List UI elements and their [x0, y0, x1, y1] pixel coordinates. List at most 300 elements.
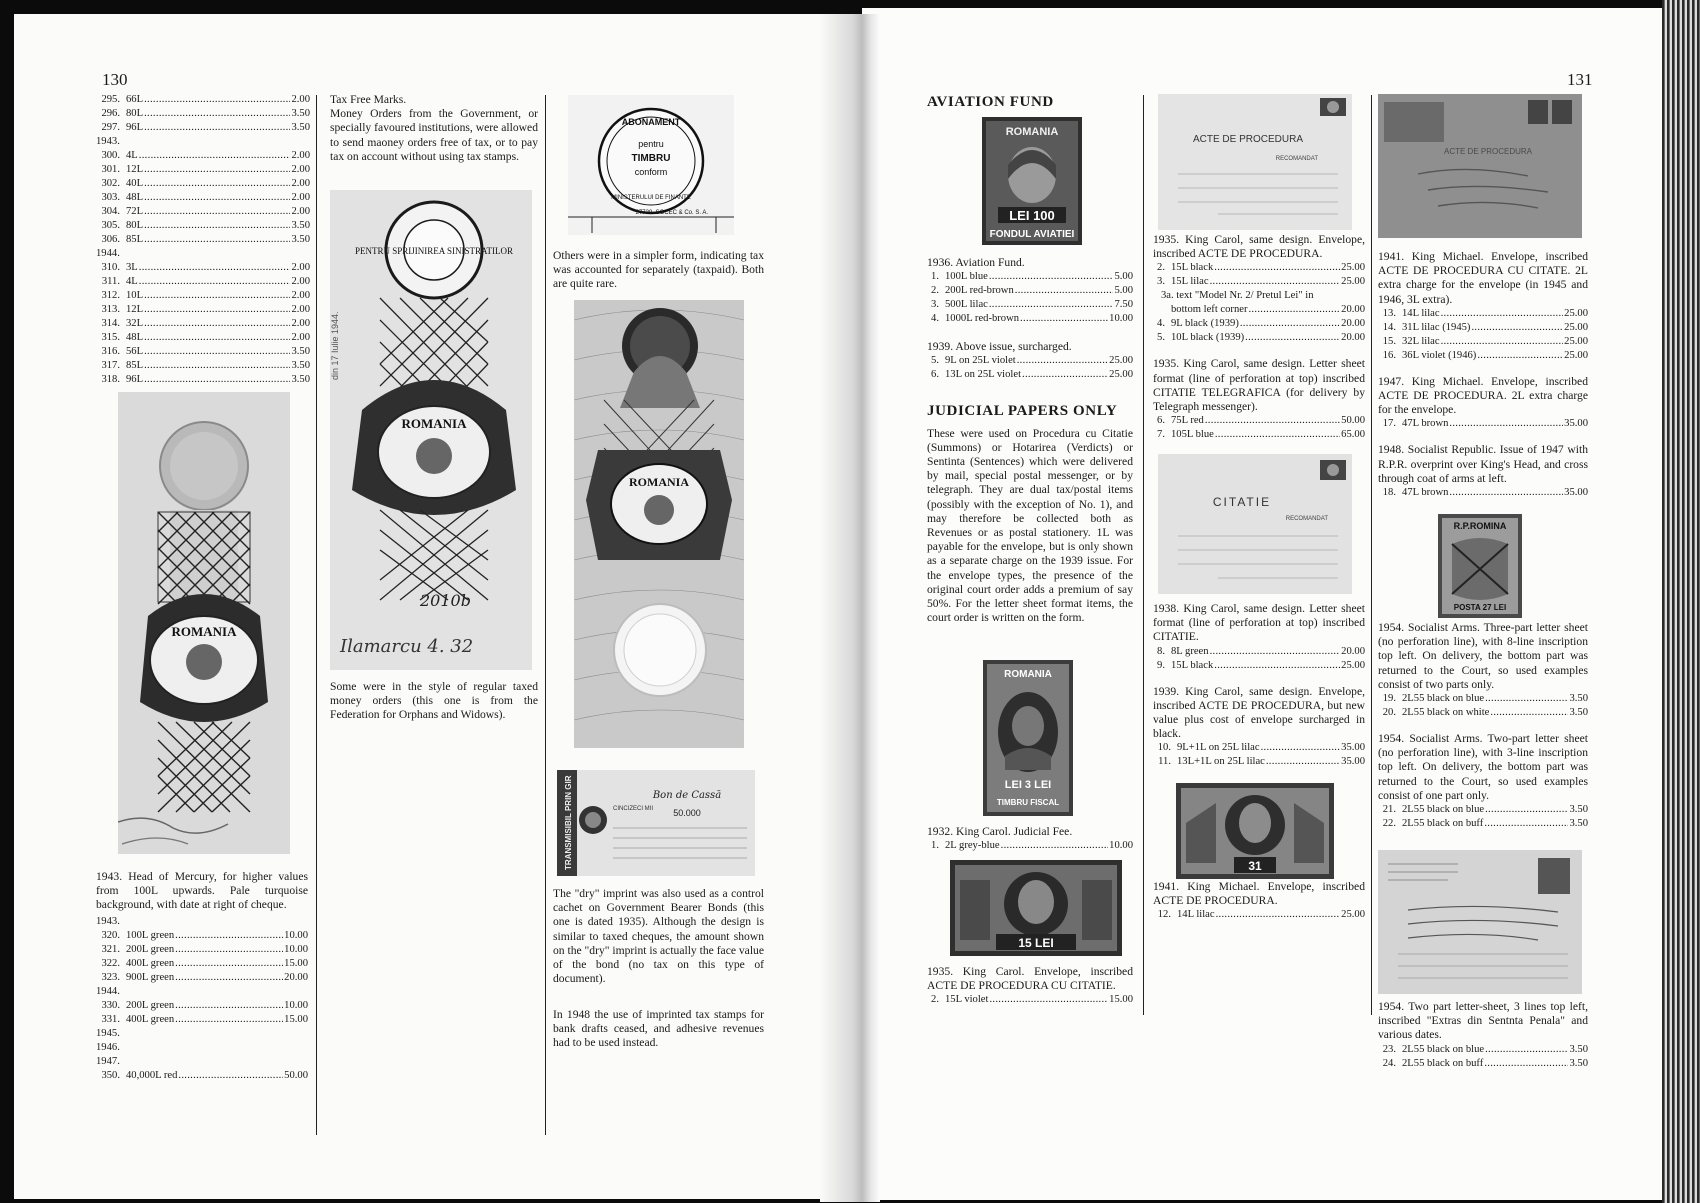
- abonament-roundel-image: [568, 95, 734, 235]
- entry-number: 322.: [101, 958, 120, 969]
- leader-dots: [1266, 755, 1340, 769]
- form-recomandat: RECOMANDAT: [1275, 156, 1318, 162]
- michael-1947-caption: 1947. King Michael. Envelope, inscribed ACTE DE PROCEDURA. 2L extra charge for the envelope.: [1378, 374, 1588, 417]
- leader-dots: [1261, 741, 1341, 755]
- catalogue-entry: [96, 999, 308, 1013]
- entry-price: 25.00: [1564, 335, 1588, 347]
- catalogue-entry: [96, 191, 310, 205]
- entry-description: 4L: [126, 150, 138, 161]
- entry-price: 10.00: [1109, 840, 1133, 852]
- entry-number: 331.: [101, 1014, 120, 1025]
- judicial-heading: JUDICIAL PAPERS ONLY: [927, 403, 1118, 420]
- entry-price: 3.50: [291, 108, 310, 119]
- catalogue-entry: [1378, 1057, 1588, 1071]
- right-col2-part1: [1153, 233, 1365, 442]
- entry-description: 900L green: [126, 972, 175, 983]
- catalogue-list: [1378, 803, 1588, 831]
- leader-dots: [1240, 317, 1340, 331]
- entry-number: 4.: [1157, 318, 1165, 330]
- entry-description: 10L: [126, 290, 144, 301]
- right-col2-part3: [1153, 880, 1365, 922]
- entry-price: 10.00: [1109, 313, 1133, 325]
- entry-price: 2.00: [291, 178, 310, 189]
- entry-description: 36L violet (1946): [1402, 349, 1477, 361]
- entry-price: 25.00: [1109, 355, 1133, 367]
- leader-dots: [144, 345, 290, 359]
- bond-caption: The "dry" imprint was also used as a control cachet on Government Bearer Bonds (this one is dated 1935). Although the design is similar to taxed cheques, the amount shown on the "dry" imprint is actually the face value of the bond (no tax on this type of document).: [553, 887, 764, 986]
- year-heading: 1947.: [96, 1056, 120, 1067]
- entry-description: 400L green: [126, 958, 175, 969]
- leader-dots: [1020, 312, 1108, 326]
- surcharge-caption: 1939. Above issue, surcharged.: [927, 340, 1072, 354]
- entry-description: 47L brown: [1402, 418, 1449, 430]
- entry-number: 303.: [101, 192, 120, 203]
- king-carol-15-lei-stamp: [950, 860, 1122, 956]
- entry-price: 3.50: [1569, 693, 1588, 705]
- extras-caption: 1954. Two part letter-sheet, 3 lines top left, inscribed "Extras din Sentnta Penala" and various dates.: [1378, 1000, 1588, 1042]
- left-col1-list2: [96, 915, 308, 1083]
- catalogue-entry: [96, 303, 310, 317]
- money-order-caption: Some were in the style of regular taxed money orders (this one is from the Federation for Orphans and Widows).: [330, 680, 538, 722]
- catalogue-entry: [96, 971, 308, 985]
- entry-price: 2.00: [291, 276, 310, 287]
- entry-price: 2.00: [291, 262, 310, 273]
- year-heading: 1944.: [96, 986, 120, 997]
- entry-description: 15L violet: [945, 994, 989, 1006]
- entry-description: 105L blue: [1171, 429, 1214, 441]
- entry-number: 320.: [101, 930, 120, 941]
- catalogue-entry: [96, 373, 310, 387]
- leader-dots: [1471, 321, 1563, 335]
- entry-description: 200L green: [126, 944, 175, 955]
- catalogue-list: [96, 915, 308, 1083]
- page-number-left: 130: [102, 70, 128, 89]
- catalogue-entry: [96, 275, 310, 289]
- entry-price: 3.50: [291, 234, 310, 245]
- catalogue-entry: [96, 289, 310, 303]
- catalogue-entry: [927, 312, 1133, 326]
- catalogue-entry: [1378, 349, 1588, 363]
- entry-description: 2L grey-blue: [945, 840, 1000, 852]
- catalogue-entry: [96, 205, 310, 219]
- aviation-caption: 1936. Aviation Fund.: [927, 256, 1025, 269]
- entry-description: 66L: [126, 94, 144, 105]
- right-col1: [927, 95, 1137, 109]
- leader-dots: [989, 270, 1114, 284]
- bond-side-text: TRANSMISIBIL PRIN GIR: [564, 775, 573, 870]
- right-col3: [1378, 250, 1588, 500]
- entry-description: 15L lilac: [1171, 276, 1209, 288]
- entry-number: 13.: [1382, 307, 1396, 319]
- catalogue-entry: [1153, 275, 1365, 289]
- leader-dots: [1441, 307, 1564, 321]
- catalogue-entry: [1378, 692, 1588, 706]
- entry-number: 10.: [1157, 742, 1171, 754]
- catalogue-entry: [1378, 1043, 1588, 1057]
- catalogue-list: [927, 354, 1133, 382]
- entry-price: 65.00: [1341, 429, 1365, 441]
- entry-price: 2.00: [291, 290, 310, 301]
- entry-description: 75L red: [1171, 415, 1204, 427]
- michael-stamp-value: 31: [1248, 859, 1262, 873]
- leader-dots: [989, 298, 1114, 312]
- citatie-letter-sheet: [1158, 454, 1352, 594]
- leader-dots: [144, 191, 290, 205]
- entry-number: 301.: [101, 164, 120, 175]
- catalogue-entry: [1153, 331, 1365, 345]
- catalogue-entry: [96, 943, 308, 957]
- year-heading: 1943.: [96, 916, 120, 927]
- entry-description: 100L green: [126, 930, 175, 941]
- leader-dots: [139, 275, 291, 289]
- entry-description: 2L55 black on blue: [1402, 804, 1485, 816]
- entry-number: 321.: [101, 944, 120, 955]
- handwriting-2: Ilamarcu 4. 32: [340, 636, 474, 657]
- entry-number: 302.: [101, 178, 120, 189]
- bond-title: Bon de Cassă: [652, 790, 722, 801]
- leader-dots: [1484, 1057, 1568, 1071]
- imprinted-stamps-caption: In 1948 the use of imprinted tax stamps for bank drafts ceased, and adhesive revenues had to be used instead.: [553, 1008, 764, 1050]
- entry-description: 56L: [126, 346, 144, 357]
- entry-number: 311.: [101, 276, 120, 287]
- leader-dots: [175, 943, 283, 957]
- entry-description: 14L lilac: [1177, 909, 1215, 921]
- entry-description: 48L: [126, 332, 144, 343]
- catalogue-entry: [927, 354, 1133, 368]
- entry-description: 12L: [126, 164, 144, 175]
- catalogue-entry: [96, 233, 310, 247]
- entry-price: 10.00: [284, 930, 308, 941]
- entry-description: 10L black (1939): [1171, 332, 1245, 344]
- catalogue-list: [927, 270, 1133, 326]
- catalogue-entry: [96, 177, 310, 191]
- fiscal-stamp-bottom: TIMBRU FISCAL: [996, 798, 1060, 807]
- catalogue-entry: [927, 993, 1133, 1007]
- page-edges: [1662, 0, 1700, 1203]
- entry-description: 85L: [126, 360, 144, 371]
- catalogue-list: [1153, 741, 1365, 769]
- tax-free-title: Tax Free Marks.: [330, 93, 407, 106]
- entry-price: 20.00: [1341, 332, 1365, 344]
- entry-price: 25.00: [1341, 909, 1365, 921]
- acte-de-procedura-envelope: [1158, 94, 1352, 230]
- leader-dots: [1490, 706, 1568, 720]
- entry-description: 40,000L red: [126, 1070, 178, 1081]
- column-rule: [545, 95, 546, 1135]
- entry-number: 16.: [1382, 349, 1396, 361]
- entry-number: 20.: [1382, 707, 1396, 719]
- entry-description: 400L green: [126, 1014, 175, 1025]
- leader-dots: [144, 205, 290, 219]
- socialist-1948-caption: 1948. Socialist Republic. Issue of 1947 with R.P.R. overprint over King's Head, and cross through coat of arms at left.: [1378, 443, 1588, 485]
- fiscal-stamp-value: LEI 3 LEI: [1004, 779, 1052, 791]
- entry-description: 13L+1L on 25L lilac: [1177, 756, 1265, 768]
- catalogue-entry: [96, 219, 310, 233]
- entry-price: 25.00: [1109, 369, 1133, 381]
- catalogue-entry: [1378, 335, 1588, 349]
- right-col3-part2: [1378, 621, 1588, 831]
- catalogue-list: [1153, 261, 1365, 345]
- entry-description: 14L lilac: [1402, 307, 1440, 319]
- entry-number: 316.: [101, 346, 120, 357]
- entry-number: 24.: [1382, 1057, 1396, 1069]
- king-michael-stamp: [1176, 783, 1334, 879]
- entry-number: 5.: [1157, 332, 1165, 344]
- leader-dots: [175, 957, 283, 971]
- entry-price: 25.00: [1564, 307, 1588, 319]
- entry-number: 14.: [1382, 321, 1396, 333]
- leader-dots: [144, 331, 290, 345]
- entry-number: 3.: [1157, 276, 1165, 288]
- entry-number: 4.: [931, 313, 939, 325]
- catalogue-entry: [96, 107, 310, 121]
- aviation-stamp-bottom: FONDUL AVIATIEI: [989, 229, 1075, 240]
- entry-number: 23.: [1382, 1043, 1396, 1055]
- leader-dots: [144, 303, 290, 317]
- leader-dots: [1485, 692, 1568, 706]
- leader-dots: [1205, 414, 1340, 428]
- entry-description: 2L55 black on blue: [1402, 1043, 1485, 1055]
- entry-number: 17.: [1382, 418, 1396, 430]
- leader-dots: [144, 219, 290, 233]
- leader-dots: [139, 261, 291, 275]
- roundel-line-4: conform: [634, 167, 668, 177]
- catalogue-list: [1153, 908, 1365, 922]
- entry-description: 500L lilac: [945, 299, 988, 311]
- catalogue-list: [1378, 1043, 1588, 1071]
- catalogue-entry: [96, 929, 308, 943]
- catalogue-entry: [96, 345, 310, 359]
- entry-number: 306.: [101, 234, 120, 245]
- judicial-fee-section: [927, 825, 1133, 853]
- entry-description: 96L: [126, 374, 144, 385]
- book-gutter: [820, 14, 880, 1202]
- entry-number: 315.: [101, 332, 120, 343]
- catalogue-entry: [96, 317, 310, 331]
- entry-description: 8L green: [1171, 645, 1209, 657]
- acte-caption: 1935. King Carol, same design. Envelope, inscribed ACTE DE PROCEDURA.: [1153, 233, 1365, 261]
- catalogue-entry: [96, 149, 310, 163]
- entry-number: 2.: [931, 994, 939, 1006]
- leader-dots: [144, 93, 290, 107]
- column-rule: [1143, 95, 1144, 1015]
- leader-dots: [175, 971, 283, 985]
- judicial-fee-caption: 1932. King Carol. Judicial Fee.: [927, 825, 1073, 838]
- entry-price: 5.00: [1114, 271, 1133, 283]
- entry-number: 317.: [101, 360, 120, 371]
- money-order-side-text: PENTRU SPRIJINIREA SINISTRATILOR: [354, 246, 514, 256]
- entry-price: 2.00: [291, 206, 310, 217]
- entry-number: 297.: [101, 122, 120, 133]
- entry-price: 3.50: [1569, 1057, 1588, 1069]
- entry-price: 10.00: [284, 944, 308, 955]
- roundel-line-3: TIMBRU: [631, 153, 671, 164]
- column-rule: [1371, 95, 1372, 1015]
- catalogue-entry: [96, 331, 310, 345]
- aviation-stamp-value: LEI 100: [1009, 208, 1055, 223]
- entry-number: 21.: [1382, 804, 1396, 816]
- entry-description: 1000L red-brown: [945, 313, 1020, 325]
- catalogue-entry: [96, 163, 310, 177]
- leader-dots: [1210, 645, 1341, 659]
- catalogue-entry: [927, 298, 1133, 312]
- entry-price: 2.00: [291, 192, 310, 203]
- entry-price: 3.50: [1569, 1043, 1588, 1055]
- dry-imprint-cheque-image: [574, 300, 744, 748]
- bond-value: 50.000: [673, 808, 701, 818]
- right-col3-part3: [1378, 1000, 1588, 1071]
- catalogue-list: [1378, 307, 1588, 363]
- entry-number: 323.: [101, 972, 120, 983]
- leader-dots: [144, 163, 290, 177]
- socialist-two-part-caption: 1954. Socialist Arms. Two-part letter sheet (no perforation line), with 3-line inscription top left. On delivery, the bottom part was returned to the Court, so used examples consist of one part only.: [1378, 732, 1588, 802]
- entry-price: 25.00: [1564, 349, 1588, 361]
- money-order-date: din 17 Iulie 1944.: [330, 311, 340, 380]
- entry-price: 20.00: [1341, 645, 1365, 657]
- roundel-caption: Others were in a simpler form, indicating tax was accounted for separately (taxpaid). Both are quite rare.: [553, 249, 764, 291]
- entry-price: 2.00: [291, 318, 310, 329]
- entry-number: 296.: [101, 108, 120, 119]
- catalogue-entry: [927, 284, 1133, 298]
- michael-cu-citate-envelope: [1378, 94, 1582, 238]
- entry-description: 72L: [126, 206, 144, 217]
- fiscal-stamp-top: ROMANIA: [1004, 669, 1052, 680]
- catalogue-entry: [96, 957, 308, 971]
- catalogue-entry: [1378, 417, 1588, 431]
- leader-dots: [1214, 659, 1340, 673]
- fiscal-stamp: [983, 660, 1073, 816]
- judicial-text: These were used on Procedura cu Citatie (Summons) or Hotarirea (Verdicts) or Sentinta (Sentences) which were delivered by mail, special postal messenger, or by telegraph. They are dual tax/postal items (possibly with the exception of No. 1), and may therefore be collected both as Revenues or as postal stationery. 1L was payable for the envelope, but is only shown as a separate charge on the 1939 issue. For the envelope types, the presence of the original court order adds a premium of say 50%. For the letter sheet format items, the court order is written on the form.: [927, 426, 1133, 625]
- year-heading: 1946.: [96, 1042, 120, 1053]
- tax-free-section: [330, 93, 538, 164]
- leader-dots: [1001, 839, 1109, 853]
- carol-env-caption: 1935. King Carol. Envelope, inscribed ACTE DE PROCEDURA CU CITATIE.: [927, 965, 1133, 993]
- entry-price: 25.00: [1341, 659, 1365, 671]
- rpr-stamp-top: R.P.ROMINA: [1453, 521, 1507, 531]
- catalogue-entry: [1153, 317, 1365, 331]
- entry-description: 96L: [126, 122, 144, 133]
- money-order-image: [330, 190, 532, 670]
- catalogue-entry: [1153, 659, 1365, 673]
- leader-dots: [144, 317, 290, 331]
- telegrafica-caption: 1935. King Carol, same design. Letter sheet format (line of perforation at top) inscribed CITATIE TELEGRAFICA (for delivery by Telegraph messenger).: [1153, 357, 1365, 414]
- leader-dots: [1215, 428, 1340, 442]
- entry-number: 12.: [1157, 909, 1171, 921]
- entry-number: 330.: [101, 1000, 120, 1011]
- form-acte-text: ACTE DE PROCEDURA: [1192, 134, 1304, 145]
- entry-price: 35.00: [1564, 418, 1588, 430]
- catalogue-entry: [1378, 803, 1588, 817]
- catalogue-list: [96, 93, 310, 387]
- year-heading: 1944.: [96, 248, 120, 259]
- catalogue-list: [1153, 645, 1365, 673]
- entry-price: 25.00: [1341, 262, 1365, 274]
- entry-number: 18.: [1382, 487, 1396, 499]
- catalogue-entry: [1153, 261, 1365, 275]
- entry-price: 20.00: [284, 972, 308, 983]
- entry-description: 2L55 black on white: [1402, 707, 1490, 719]
- entry-number: 8.: [1157, 645, 1165, 657]
- bearer-bond-image: [557, 770, 755, 876]
- entry-description: 9L+1L on 25L lilac: [1177, 742, 1260, 754]
- catalogue-entry: [927, 270, 1133, 284]
- entry-number: 350.: [101, 1070, 120, 1081]
- entry-price: 2.00: [291, 164, 310, 175]
- entry-description: 200L red-brown: [945, 285, 1014, 297]
- leader-dots: [144, 177, 290, 191]
- entry-description: 32L: [126, 318, 144, 329]
- entry-number: 304.: [101, 206, 120, 217]
- aviation-stamp: [982, 117, 1082, 245]
- entry-price: 25.00: [1564, 321, 1588, 333]
- entry-number: 295.: [101, 94, 120, 105]
- cheque-image-mercury: [118, 392, 290, 854]
- leader-dots: [144, 289, 290, 303]
- cu-citate-caption: 1941. King Michael. Envelope, inscribed ACTE DE PROCEDURA CU CITATE. 2L extra charge for the envelope (in 1945 and 1946, 3L extra).: [1378, 250, 1588, 306]
- catalogue-entry: [96, 359, 310, 373]
- entry-number: 6.: [1157, 415, 1165, 427]
- catalogue-entry: [96, 93, 310, 107]
- catalogue-entry: [1378, 817, 1588, 831]
- leader-dots: [1485, 1043, 1568, 1057]
- entry-description: 9L black (1939): [1171, 318, 1239, 330]
- entry-description: 80L: [126, 108, 144, 119]
- entry-number: 9.: [1157, 659, 1165, 671]
- romania-text: ROMANIA: [401, 416, 467, 431]
- entry-number: 314.: [101, 318, 120, 329]
- entry-price: 3.50: [291, 220, 310, 231]
- aviation-heading: AVIATION FUND: [927, 94, 1054, 110]
- leader-dots: [1477, 349, 1563, 363]
- entry-price: 35.00: [1341, 756, 1365, 768]
- mercury-caption: 1943. Head of Mercury, for higher values from 100L upwards. Pale turquoise background, with date at right of cheque.: [96, 870, 308, 912]
- catalogue-entry: [1378, 307, 1588, 321]
- entry-number: 2.: [931, 285, 939, 297]
- entry-price: 3.50: [1569, 804, 1588, 816]
- catalogue-entry: [1153, 428, 1365, 442]
- entry-number: 1.: [931, 840, 939, 852]
- leader-dots: [144, 233, 290, 247]
- catalogue-list: [1378, 486, 1588, 500]
- year-heading: 1945.: [96, 1028, 120, 1039]
- leader-dots: [144, 373, 290, 387]
- catalogue-list: [1378, 417, 1588, 431]
- leader-dots: [144, 121, 290, 135]
- catalogue-entry: [1153, 908, 1365, 922]
- entry-number: 11.: [1158, 756, 1171, 768]
- leader-dots: [175, 999, 283, 1013]
- leader-dots: [139, 149, 291, 163]
- entry-number: 5.: [931, 355, 939, 367]
- catalogue-list: [1153, 414, 1365, 442]
- entry-price: 20.00: [1341, 304, 1365, 316]
- entry-price: 15.00: [1109, 994, 1133, 1006]
- year-heading: 1943.: [96, 136, 120, 147]
- leader-dots: [1022, 368, 1108, 382]
- entry-number: 6.: [931, 369, 939, 381]
- leader-dots: [1484, 817, 1568, 831]
- leader-dots: [1485, 803, 1568, 817]
- form-acte-text: ACTE DE PROCEDURA: [1443, 147, 1533, 156]
- entry-number: 3.: [931, 299, 939, 311]
- entry-description: 85L: [126, 234, 144, 245]
- page-number-right: 131: [1567, 70, 1593, 89]
- entry-description: 13L on 25L violet: [945, 369, 1022, 381]
- leader-dots: [1449, 486, 1563, 500]
- aviation-section: [927, 256, 1133, 625]
- entry-description: bottom left corner: [1171, 304, 1248, 316]
- citatie-caption: 1938. King Carol, same design. Letter sheet format (line of perforation at top) inscribed CITATIE.: [1153, 602, 1365, 644]
